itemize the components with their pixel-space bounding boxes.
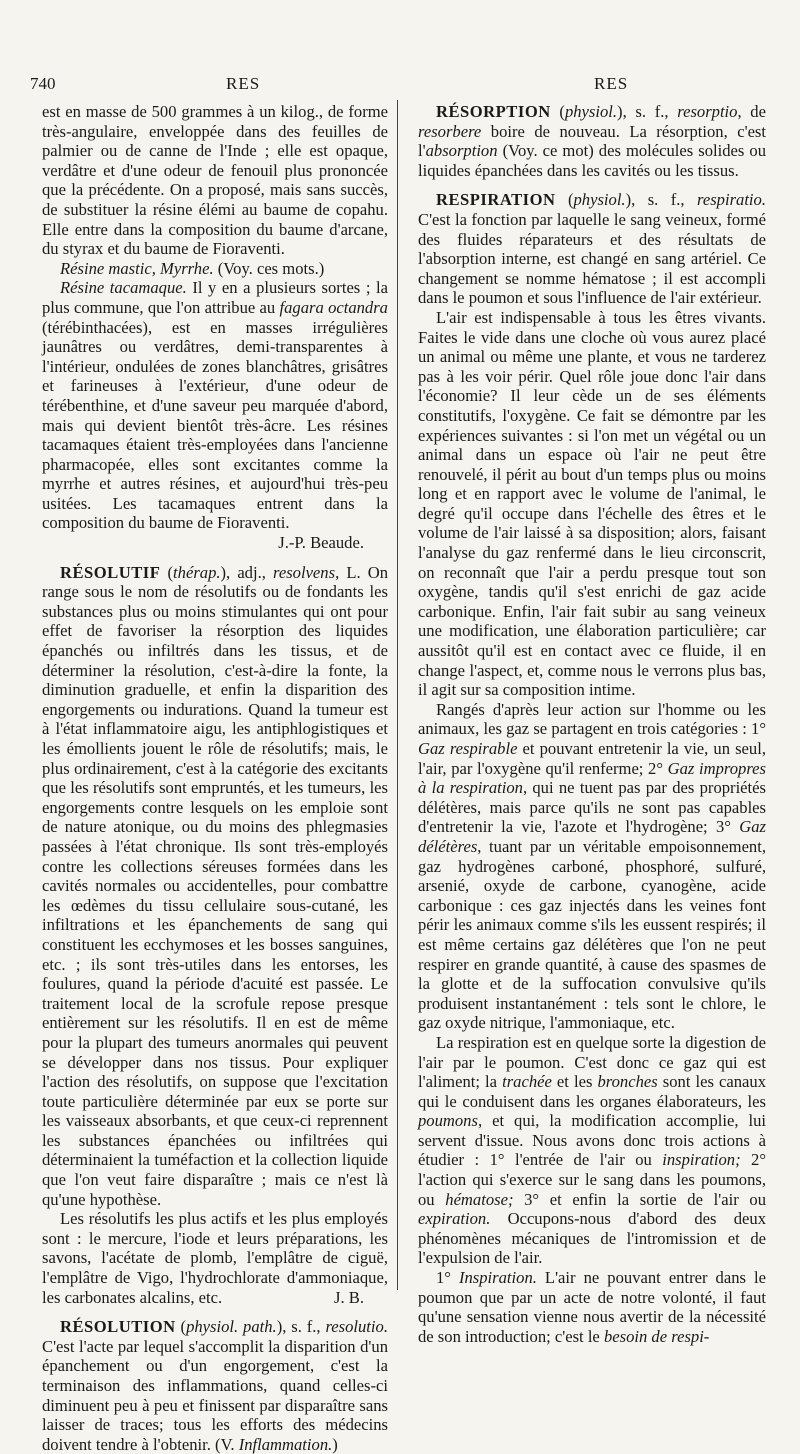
running-head-left: RES <box>226 74 261 93</box>
headword: RÉSOLUTIF <box>60 562 161 582</box>
term: Résine tacamaque. <box>60 278 187 298</box>
right-column <box>418 102 766 1346</box>
page-header <box>30 74 770 98</box>
respiration-digestion-paragraph: La respiration est en quelque sorte la digestion de l'air par le poumon. C'est donc ce gaz qui est l'aliment; la trachée et les bronches sont les canaux qui le conduisent dans les organes élaborateurs, les poumons, et qui, la modification accomplie, lui servent d'issue. Nous avons donc trois actions à étudier : 1° l'entrée de l'air ou inspiration; 2° l'action qui s'exerce sur le sang dans les poumons, ou hématose; 3° et enfin la sortie de l'air ou expiration. Occupons-nous d'abord des deux phénomènes mécaniques de l'intromission et de l'expulsion de l'air. <box>418 1032 766 1268</box>
respiration-gas-categories: Rangés d'après leur action sur l'homme ou les animaux, les gaz se partagent en trois catégories : 1° Gaz respirable et pouvant entretenir la vie, un seul, l'air, par l'oxygène qu'il renferme; 2° Gaz impropres à la respiration, qui ne tuent pas par des propriétés délétères, mais parce qu'ils ne sont pas capables d'entretenir la vie, l'azote et l'hydrogène; 3° Gaz délétères, tuant par un véritable empoisonnement, gaz hydrogènes carboné, phosphoré, sulfuré, arsenié, oxyde de carbone, cyanogène, acide carbonique : ces gaz injectés dans les veines font périr les animaux comme s'ils les eussent respirés; il est même certains gaz délétères que l'on ne peut respirer en grande quantité, à cause des spasmes de la glotte et de la suffocation convulsive qu'ils produisent instantanément : tels sont le chlore, le gaz oxyde nitrique, l'ammoniaque, etc. <box>418 699 766 1033</box>
author-signature: J. B. <box>334 1287 364 1307</box>
headword: RÉSOLUTION <box>60 1317 176 1337</box>
respiration-air-paragraph: L'air est indispensable à tous les êtres vivants. Faites le vide dans une cloche où vous aurez placé un animal ou même une plante, et vous ne tarderez pas à les voir périr. Quel rôle joue donc l'air dans l'économie? Il leur cède un de ses éléments constitutifs, l'oxygène. Ce fait se démontre par les expériences suivantes : si l'on met un végétal ou un animal dans un espace où l'air ne peut être renouvelé, il périt au bout d'un temps plus ou moins long et en rapport avec le volume de l'animal, le degré qu'il occupe dans l'échelle des êtres et le volume de l'air laissé à sa disposition; alors, faisant l'analyse du gaz renfermé dans le lieu circonscrit, on reconnaît que l'air a perdu presque tout son oxygène, tandis qu'il s'est enrichi de gaz acide carbonique. Enfin, l'air fait subir au sang veineux une modification, une élaboration particulière; car aussitôt qu'il est en contact avec ce fluide, il en change l'aspect, et, comme nous le verrons plus bas, il agit sur sa composition intime. <box>418 307 766 700</box>
entry-resolutif: RÉSOLUTIF (thérap.), adj., resolvens, L. On range sous le nom de résolutifs ou de fondants les substances plus ou moins stimulantes qui ont pour effet de favoriser la résorption des liquides épanchés ou infiltrés dans les tissus, et de déterminer la résolution, c'est-à-dire la fonte, la diminution graduelle, et enfin la disparition des engorgements ou indurations. Quand la tumeur est à l'état inflammatoire aigu, les antiphlogistiques et les émollients jouent le rôle de résolutifs; mais, le plus ordinairement, c'est à la catégorie des excitants que les résolutifs sont empruntés, et les tumeurs, les engorgements contre lesquels on les emploie sont de nature atonique, ou du moins des phlegmasies passées à l'état chronique. Ils sont très-employés contre les collections séreuses formées dans les cavités normales ou accidentelles, pour combattre les œdèmes du tissu cellulaire sous-cutané, les infiltrations et les épanchements de sang qui constituent les ecchymoses et les bosses sanguines, etc. ; ils sont très-utiles dans les entorses, les foulures, quand la période d'acuité est passée. Le traitement local de la scrofule repose presque entièrement sur les résolutifs. Il en est de même pour la plupart des tumeurs anormales qui peuvent se développer dans nos tissus. Pour expliquer l'action des résolutifs, on suppose que l'excitation toute particulière déterminée par eux se porte sur les vaisseaux absorbants, et que ceux-ci reprennent les substances épanchées ou infiltrées qui déterminaient la tuméfaction et la collection liquide que l'on veut faire disparaître ; mais ce n'est là qu'une hypothèse. <box>42 562 388 1209</box>
entry-resolution: RÉSOLUTION (physiol. path.), s. f., resolutio. C'est l'acte par lequel s'accomplit la disparition d'un épanchement ou d'un engorgement, c'est la terminaison des inflammations, quand celles-ci diminuent peu à peu et finissent par disparaître sans laisser de traces; tous les efforts des médecins doivent tendre à l'obtenir. (V. Inflammation.) <box>42 1317 388 1454</box>
resolutif-list: Les résolutifs les plus actifs et les plus employés sont : le mercure, l'iode et leurs préparations, les savons, l'acétate de plomb, l'emplâtre de ciguë, l'emplâtre de Vigo, l'hydrochlorate d'ammoniaque, les carbonates alcalins, etc. J. B. <box>42 1209 388 1307</box>
term: Résine mastic, Myrrhe. <box>60 258 214 278</box>
section-title: Inspiration. <box>458 1268 537 1288</box>
running-head-right: RES <box>594 74 629 93</box>
entry-resorption: RÉSORPTION (physiol.), s. f., resorptio, de resorbere boire de nouveau. La résorption, c'est l'absorption (Voy. ce mot) des molécules solides ou liquides épanchées dans les cavités ou les tissus. <box>418 102 766 180</box>
headword: RESPIRATION <box>436 190 556 210</box>
headword: RÉSORPTION <box>436 102 551 121</box>
cross-reference: absorption <box>425 141 498 161</box>
author-signature: J.-P. Beaude. <box>278 533 364 553</box>
entry-respiration: RESPIRATION (physiol.), s. f., respiratio. C'est la fonction par laquelle le sang veineux, formé des fluides réparateurs et des résultats de l'absorption interne, est changé en sang artériel. Ce changement se nomme hématose ; il est accompli dans le poumon et sous l'influence de l'air extérieur. <box>418 190 766 308</box>
species-name: fagara octandra <box>279 297 388 317</box>
resine-continuation: est en masse de 500 grammes à un kilog., de forme très-angulaire, enveloppée dans des feuilles de palmier ou de canne de l'Inde ; elle est opaque, verdâtre et d'une odeur de fenouil plus prononcée que la précédente. On a proposé, mais sans succès, de substituer la résine élémi au baume de copahu. Elle entre dans la composition du baume d'arcane, du styrax et du baume de Fioraventi. <box>42 102 388 259</box>
resine-mastic-entry: Résine mastic, Myrrhe. (Voy. ces mots.) <box>60 258 325 278</box>
cross-reference: Inflammation. <box>238 1434 333 1454</box>
respiration-inspiration-paragraph: 1° Inspiration. L'air ne pouvant entrer dans le poumon que par un acte de notre volonté, il faut qu'une sensation vienne nous avertir de la nécessité de son introduction; c'est le besoin de respi- <box>418 1268 766 1346</box>
column-divider <box>397 100 398 1290</box>
resine-tacamaque-entry: Résine tacamaque. Il y en a plusieurs sortes ; la plus commune, que l'on attribue au fagara octandra (térébinthacées), est en masses irrégulières jaunâtres ou verdâtres, demi-transparentes à l'intérieur, ondulées de zones blanchâtres, grisâtres et farineuses à l'extérieur, d'une odeur de térébenthine, et d'une saveur peu marquée d'abord, mais qui devient bientôt très-âcre. Les résines tacamaques étaient très-employées dans l'ancienne pharmacopée, elles sont excitantes comme la myrrhe et autres résines, et aujourd'hui très-peu usitées. Les tacamaques entrent dans la composition du baume de Fioraventi. <box>42 278 388 533</box>
left-column <box>42 102 388 1454</box>
page-number: 740 <box>30 74 56 93</box>
